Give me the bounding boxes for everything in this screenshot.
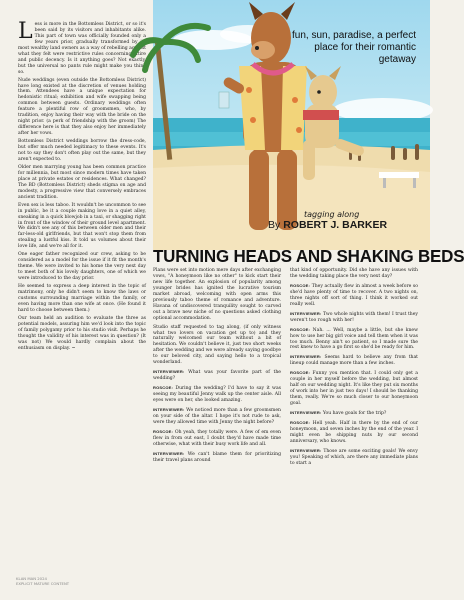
article-headline: TURNING HEADS AND SHAKING BEDS <box>153 246 464 266</box>
paragraph: Our team held an audition to evaluate the three as potential models, assuring him we'd look into the topic of family polygamy prior to his studio visit. Perhaps he thought the validity of his interest was in question? (It was not) We would hardly complain about the enthusiasm on display. ~ <box>18 315 146 351</box>
interview-line: INTERVIEWER: Two whole nights with them! I trust they weren't too rough with her! <box>290 310 418 323</box>
article-kicker: tagging along <box>304 210 360 219</box>
interview-line: INTERVIEWER: Those are some exciting goals! We envy you! Speaking of which, are there any immediate plans to start a <box>290 447 418 466</box>
article-column-2 <box>153 268 281 467</box>
interview-line: ROSCOE: Oh yeah, they totally were. A few of em even flew in from out east, I doubt they'd have made time otherwise, what with their busy work life and all. <box>153 428 281 447</box>
hero-illustration <box>153 0 430 250</box>
interview-line: ROSCOE: Funny you mention that. I could only get a couple in her myself before the wedding, but almost half on our wedding night. It's like they put six months of work into her in just two days! I should be thanking them, really. We're so much closer to our honeymoon goal. <box>290 370 418 407</box>
paragraph: One eager father recognized our crew, asking to be considered as a model for the issue if it fit the month's theme. We were invited to his home the very next day to meet both of his lovely daughters, one of which we were introduced to the day prior. <box>18 252 146 282</box>
article-column-1 <box>18 19 146 354</box>
paragraph: that kind of opportunity. Did she have any issues with the wedding taking place the very next day? <box>290 268 418 279</box>
page-footer <box>16 576 69 586</box>
article-column-3 <box>290 268 418 470</box>
interview-line: ROSCOE: Nah. ... Well, maybe a little, but she knew how to use her big girl voice and tell them when it was too much. Benny ain't so patient, so I made sure the rest knew to have a go first so she'd be ready for him. <box>290 326 418 351</box>
interview-line: ROSCOE: During the wedding? I'd have to say it was seeing my beautiful Jenny walk up the center aisle. All eyes were on her, she looked amazing. <box>153 385 281 404</box>
interview-line: INTERVIEWER: We noticed more than a few groomsmen on your side of the altar. I hope it's not rude to ask, were they allowed time with Jenny the night before? <box>153 407 281 425</box>
paragraph: Less is more in the Bottomless District, or so it's been said by its visitors and inhabitants alike. This part of town was officially founded only a few years prior, gradually transformed by its most wealthy land owners as a way of rebelling against what they felt were restrictive rules concerning attire and public decency. Is it anything goes? Not exactly, but the universal no pants rule might make you think so. <box>18 19 146 75</box>
speaker-label: ROSCOE: <box>153 385 174 391</box>
speaker-label: ROSCOE: <box>290 282 311 288</box>
byline-prefix: By <box>268 219 281 231</box>
interview-line: INTERVIEWER: We can't blame them for prioritizing their travel plans around <box>153 450 281 463</box>
byline <box>268 219 387 231</box>
paragraph: Even sex is less taboo. It wouldn't be uncommon to see in public, be it a couple making love in a quiet alley, sneaking in a quick blowjob in a taxi, or shagging right in front of the window of their ground level apartment. We didn't see any of this between older men and their far-less-old girlfriends, but that won't stop them from stealing a lustful kiss. It told us volumes about their love life, and we're all for it. <box>18 202 146 250</box>
speaker-label: INTERVIEWER: <box>290 410 322 416</box>
speaker-label: INTERVIEWER: <box>153 369 185 375</box>
footer-line: EXPLICIT MATURE CONTENT <box>16 581 70 586</box>
paragraph: He seemed to express a deep interest in the topic of matrimony, only he didn't seem to know the laws or customs surrounding marriage within the family, or even having more than one wife at once. (He found it hard to choose between them.) <box>18 284 146 313</box>
drop-cap: L <box>18 19 33 44</box>
paragraph: Older men marrying young has been common practice for millennia, but most since modern times have taken place at private estates or residences. What changed? The BD (Bottomless District) sheds stigma on age and modesty, a progressive view that conversely embraces ancient tradition. <box>18 164 146 200</box>
speaker-label: INTERVIEWER: <box>290 310 322 316</box>
speaker-label: ROSCOE: <box>290 370 311 376</box>
interview-line: INTERVIEWER: You have goals for the trip? <box>290 410 387 417</box>
interview-line: ROSCOE: Hell yeah. Half in there by the end of our honeymoon, and seven inches by the end of the year. I might even be shipping nuts by our second anniversary, who knows. <box>290 420 419 444</box>
speaker-label: INTERVIEWER: <box>290 447 322 453</box>
paragraph: Plans were set into motion mere days after exchanging vows, "A honeymoon like no other" to kick start their new life together. An explosion of popularity among younger brides has ignited the lucrative tourism market abroad, welcoming with open arms this previously taboo theme of romance and adventure. Havana of undiscovered tranquility sought to carved out a brave new niche of no questions asked clothing optional accommodation. <box>153 268 281 321</box>
paragraph: Studio staff requested to tag along, (if only witness what two lovers on vacation get up to) and they naturally welcomed our team without a bit of hesitation. We couldn't believe it, just two short weeks after the wedding and we were already saying goodbye to our beloved city, and saying hello to a tropical wonderland. <box>153 324 281 366</box>
interview-line: ROSCOE: They actually flew in almost a week before so she'd have plenty of time to recover. A two nights on, three nights off sort of thing. I think it worked out really well. <box>290 282 418 307</box>
speaker-label: INTERVIEWER: <box>153 407 185 413</box>
speaker-label: INTERVIEWER: <box>290 354 322 360</box>
speaker-label: ROSCOE: <box>290 420 311 426</box>
hero-tagline: fun, sun, paradise, a perfect place for their romantic getaway <box>292 30 416 65</box>
paragraph: Bottomless District weddings borrow the dress-code, but offer much needed legitimacy to these events. It's not to say they don't often play out the same, but they aren't expected to. <box>18 139 146 162</box>
interview-line: INTERVIEWER: What was your favorite part of the wedding? <box>153 369 281 382</box>
paragraph: Nude weddings (even outside the Bottomless District) have long existed at the discretion of venues holding them. Attendees have a unique expectation for hedonistic ritual; exhibition and wife swapping being common between guests. Ordinary weddings often feature a plentiful row of groomsmen, who, by tradition, enjoy having their way with the bride on the night prior. (a perk of friendship with the groom) The difference here is that they also enjoy her immediately after her vows. <box>18 77 146 137</box>
speaker-label: ROSCOE: <box>153 428 174 434</box>
speaker-label: ROSCOE: <box>290 326 311 332</box>
interview-line: INTERVIEWER: Seems hard to believe any from that lineup could manage more than a few inches. <box>290 354 419 367</box>
footer-line: KLAN MAN 2024 <box>16 576 47 581</box>
speaker-label: INTERVIEWER: <box>153 450 185 456</box>
author-name: ROBERT J. BARKER <box>283 219 388 231</box>
